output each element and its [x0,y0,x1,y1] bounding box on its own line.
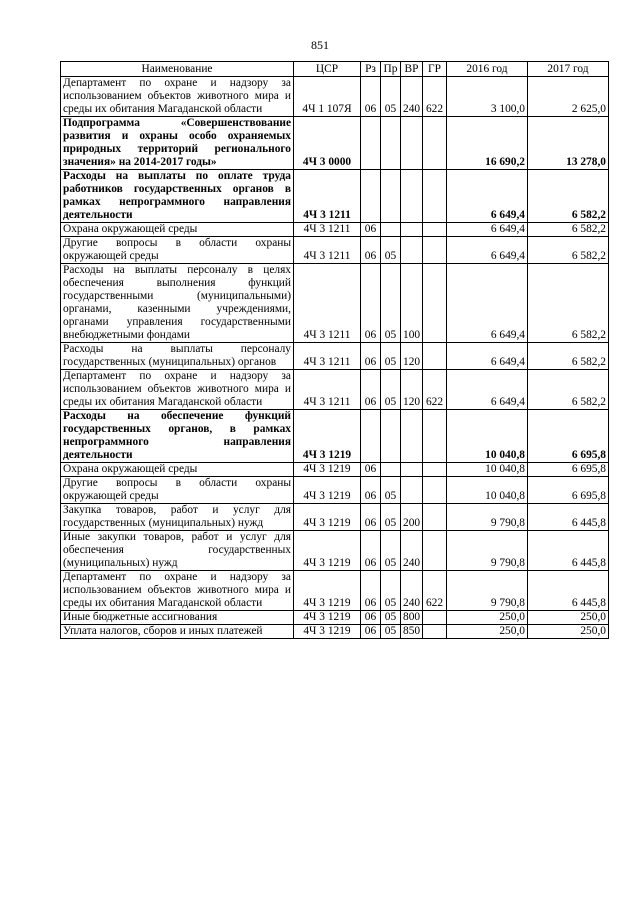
table-row [61,611,609,625]
table-row [61,343,609,370]
cell-vr: 120 [401,370,423,410]
cell-2016: 6 649,4 [447,170,528,223]
cell-vr: 100 [401,264,423,343]
budget-table [60,61,609,639]
cell-csr: 4Ч 3 0000 [294,117,361,170]
cell-2017: 6 695,8 [528,410,609,463]
cell-vr [401,463,423,477]
cell-2016: 6 649,4 [447,264,528,343]
cell-rz: 06 [361,223,381,237]
cell-vr [401,477,423,504]
cell-vr: 240 [401,531,423,571]
cell-pr: 05 [381,477,401,504]
cell-gr [423,343,447,370]
cell-csr: 4Ч 3 1211 [294,264,361,343]
cell-2016: 3 100,0 [447,77,528,117]
cell-rz: 06 [361,264,381,343]
cell-2016: 6 649,4 [447,370,528,410]
cell-rz: 06 [361,625,381,639]
cell-vr: 800 [401,611,423,625]
table-header-row [61,62,609,77]
cell-2017: 6 445,8 [528,531,609,571]
cell-pr [381,223,401,237]
table-row [61,571,609,611]
header-pr: Пр [381,62,401,77]
cell-2016: 10 040,8 [447,477,528,504]
cell-pr: 05 [381,343,401,370]
cell-rz: 06 [361,571,381,611]
cell-2016: 10 040,8 [447,410,528,463]
cell-name: Охрана окружающей среды [61,223,294,237]
cell-gr [423,463,447,477]
cell-gr: 622 [423,571,447,611]
cell-rz: 06 [361,477,381,504]
cell-name: Расходы на выплаты персоналу государственных (муниципальных) органов [61,343,294,370]
cell-csr: 4Ч 1 107Я [294,77,361,117]
cell-vr [401,223,423,237]
cell-2016: 250,0 [447,625,528,639]
table-body [61,77,609,639]
cell-gr [423,611,447,625]
cell-2017: 6 582,2 [528,264,609,343]
cell-gr [423,410,447,463]
cell-rz: 06 [361,370,381,410]
cell-pr [381,170,401,223]
cell-name: Расходы на обеспечение функций государственных органов, в рамках непрограммного направления деятельности [61,410,294,463]
cell-csr: 4Ч 3 1211 [294,343,361,370]
cell-2017: 6 582,2 [528,343,609,370]
table-row [61,370,609,410]
table-row [61,170,609,223]
cell-name: Другие вопросы в области охраны окружающей среды [61,237,294,264]
cell-vr: 200 [401,504,423,531]
cell-pr [381,410,401,463]
cell-csr: 4Ч 3 1219 [294,463,361,477]
cell-csr: 4Ч 3 1219 [294,611,361,625]
cell-gr [423,223,447,237]
cell-rz [361,410,381,463]
table-row [61,223,609,237]
cell-vr [401,117,423,170]
cell-pr: 05 [381,504,401,531]
cell-gr [423,117,447,170]
table-row [61,237,609,264]
cell-vr [401,410,423,463]
cell-name: Охрана окружающей среды [61,463,294,477]
cell-gr [423,477,447,504]
page-number: 851 [311,38,329,52]
header-csr: ЦСР [294,62,361,77]
cell-2016: 9 790,8 [447,571,528,611]
cell-csr: 4Ч 3 1219 [294,571,361,611]
cell-rz: 06 [361,343,381,370]
cell-pr: 05 [381,370,401,410]
cell-pr: 05 [381,611,401,625]
cell-vr: 240 [401,77,423,117]
cell-pr: 05 [381,571,401,611]
table-row [61,117,609,170]
table-row [61,625,609,639]
cell-csr: 4Ч 3 1219 [294,625,361,639]
cell-pr: 05 [381,264,401,343]
cell-2017: 2 625,0 [528,77,609,117]
header-rz: Рз [361,62,381,77]
cell-rz: 06 [361,237,381,264]
cell-name: Иные закупки товаров, работ и услуг для обеспечения государственных (муниципальных) нужд [61,531,294,571]
cell-vr: 850 [401,625,423,639]
cell-gr [423,625,447,639]
cell-2017: 250,0 [528,625,609,639]
cell-2017: 6 582,2 [528,237,609,264]
cell-vr [401,237,423,264]
cell-rz: 06 [361,504,381,531]
table-row [61,531,609,571]
cell-pr: 05 [381,237,401,264]
cell-csr: 4Ч 3 1219 [294,410,361,463]
cell-csr: 4Ч 3 1219 [294,531,361,571]
cell-name: Подпрограмма «Совершенствование развития и охраны особо охраняемых природных территорий регионального значения» на 2014-2017 годы» [61,117,294,170]
table-row [61,504,609,531]
cell-csr: 4Ч 3 1219 [294,477,361,504]
cell-rz [361,117,381,170]
table-row [61,410,609,463]
cell-2017: 6 445,8 [528,571,609,611]
cell-name: Департамент по охране и надзору за использованием объектов животного мира и среды их обитания Магаданской области [61,370,294,410]
cell-2017: 6 582,2 [528,370,609,410]
cell-name: Другие вопросы в области охраны окружающей среды [61,477,294,504]
cell-2016: 9 790,8 [447,504,528,531]
cell-csr: 4Ч 3 1211 [294,237,361,264]
cell-2016: 6 649,4 [447,223,528,237]
cell-gr [423,237,447,264]
cell-gr: 622 [423,77,447,117]
cell-name: Иные бюджетные ассигнования [61,611,294,625]
cell-gr [423,531,447,571]
cell-gr: 622 [423,370,447,410]
cell-name: Департамент по охране и надзору за использованием объектов животного мира и среды их обитания Магаданской области [61,571,294,611]
table-row [61,77,609,117]
cell-vr: 240 [401,571,423,611]
cell-2017: 6 695,8 [528,463,609,477]
cell-gr [423,504,447,531]
header-gr: ГР [423,62,447,77]
cell-rz [361,170,381,223]
cell-2016: 6 649,4 [447,343,528,370]
cell-name: Уплата налогов, сборов и иных платежей [61,625,294,639]
cell-gr [423,264,447,343]
table-row [61,463,609,477]
header-name: Наименование [61,62,294,77]
cell-name: Закупка товаров, работ и услуг для государственных (муниципальных) нужд [61,504,294,531]
cell-2017: 250,0 [528,611,609,625]
cell-vr: 120 [401,343,423,370]
cell-gr [423,170,447,223]
cell-csr: 4Ч 3 1211 [294,370,361,410]
cell-pr: 05 [381,77,401,117]
cell-rz: 06 [361,463,381,477]
cell-name: Расходы на выплаты персоналу в целях обеспечения выполнения функций государственными (муниципальными) органами, казенными учреждениями, органами управления государственными внебюджетными фондами [61,264,294,343]
cell-2017: 6 445,8 [528,504,609,531]
header-2016: 2016 год [447,62,528,77]
cell-csr: 4Ч 3 1219 [294,504,361,531]
header-vr: ВР [401,62,423,77]
cell-csr: 4Ч 3 1211 [294,223,361,237]
cell-2016: 9 790,8 [447,531,528,571]
cell-2016: 250,0 [447,611,528,625]
cell-2016: 6 649,4 [447,237,528,264]
cell-2017: 6 695,8 [528,477,609,504]
header-2017: 2017 год [528,62,609,77]
cell-2016: 10 040,8 [447,463,528,477]
cell-pr [381,463,401,477]
table-row [61,477,609,504]
cell-name: Департамент по охране и надзору за использованием объектов животного мира и среды их обитания Магаданской области [61,77,294,117]
cell-2017: 6 582,2 [528,223,609,237]
cell-vr [401,170,423,223]
cell-2017: 13 278,0 [528,117,609,170]
cell-rz: 06 [361,611,381,625]
table-row [61,264,609,343]
cell-pr: 05 [381,531,401,571]
cell-2016: 16 690,2 [447,117,528,170]
cell-csr: 4Ч 3 1211 [294,170,361,223]
cell-2017: 6 582,2 [528,170,609,223]
cell-rz: 06 [361,531,381,571]
cell-name: Расходы на выплаты по оплате труда работников государственных органов в рамках непрограммного направления деятельности [61,170,294,223]
cell-pr: 05 [381,625,401,639]
cell-pr [381,117,401,170]
cell-rz: 06 [361,77,381,117]
